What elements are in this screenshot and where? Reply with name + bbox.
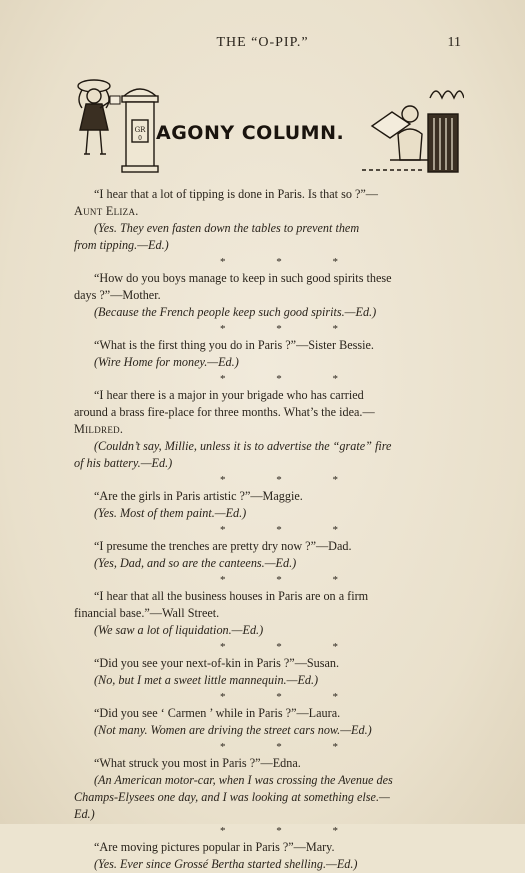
letters-column — [74, 186, 464, 873]
separator: * * * — [220, 524, 338, 536]
magazine-title: THE “O-PIP.” — [216, 35, 309, 50]
answer-line: (Not many. Women are driving the street cars now.—Ed.) — [94, 723, 372, 737]
question-line: “Are the girls in Paris artistic ?”—Maggie. — [94, 489, 303, 503]
girl-figure-icon — [78, 80, 112, 154]
letter-entry — [74, 588, 464, 639]
running-header — [0, 33, 525, 55]
letter-entry — [94, 337, 464, 371]
question-line: “I presume the trenches are pretty dry now ?”—Dad. — [94, 539, 352, 553]
letter-entry — [94, 655, 464, 689]
question-line: “Did you see ‘ Carmen ’ while in Paris ?”—Laura. — [94, 706, 341, 720]
separator: * * * — [220, 825, 338, 837]
separator: * * * — [220, 373, 338, 385]
question-line: “Are moving pictures popular in Paris ?”—Mary. — [94, 840, 335, 854]
letter-entry — [94, 538, 464, 572]
question-line: “I hear there is a major in your brigade who has carried — [94, 388, 364, 402]
letter-entry — [74, 186, 464, 254]
svg-text:0: 0 — [138, 135, 142, 142]
answer-line: (Because the French people keep such good spirits.—Ed.) — [94, 305, 377, 319]
separator: * * * — [220, 691, 338, 703]
question-line: “How do you boys manage to keep in such good spirits these — [94, 271, 392, 285]
page-number: 11 — [447, 35, 461, 50]
soldier-reading-icon — [362, 106, 434, 170]
answer-line: (Yes. Ever since Grossé Bertha started shelling.—Ed.) — [94, 857, 358, 871]
answer-line: (Couldn’t say, Millie, unless it is to advertise the “grate” fire — [94, 439, 392, 453]
question-line: around a brass fire-place for three months. What’s the idea.— — [74, 405, 375, 419]
banner-title: AGONY COLUMN. — [156, 122, 345, 144]
agony-column-banner — [72, 74, 464, 178]
signature: Mildred. — [74, 422, 124, 436]
answer-line: (Yes. Most of them paint.—Ed.) — [94, 506, 247, 520]
separator: * * * — [220, 474, 338, 486]
letter-entry — [74, 270, 464, 321]
question-line: “I hear that a lot of tipping is done in Paris. Is that so ?”— — [94, 187, 378, 201]
answer-line: from tipping.—Ed.) — [74, 238, 169, 252]
separator: * * * — [220, 641, 338, 653]
letter-entry — [74, 755, 464, 823]
answer-line: of his battery.—Ed.) — [74, 456, 173, 470]
letter-entry — [94, 705, 464, 739]
signature: Aunt Eliza. — [74, 204, 139, 218]
question-line: days ?”—Mother. — [74, 288, 161, 302]
stove-icon — [428, 91, 464, 172]
separator: * * * — [220, 741, 338, 753]
question-line: “Did you see your next-of-kin in Paris ?”—Susan. — [94, 656, 340, 670]
question-line: “What struck you most in Paris ?”—Edna. — [94, 756, 301, 770]
question-line: financial base.”—Wall Street. — [74, 606, 220, 620]
answer-line: (Wire Home for money.—Ed.) — [94, 355, 239, 369]
postbox-label: GR — [134, 126, 146, 134]
answer-line: (Yes. They even fasten down the tables to prevent them — [94, 221, 360, 235]
separator: * * * — [220, 323, 338, 335]
answer-line: Ed.) — [74, 807, 95, 821]
letter-entry — [94, 488, 464, 522]
answer-line: (An American motor-car, when I was crossing the Avenue des — [94, 773, 393, 787]
separator: * * * — [220, 574, 338, 586]
question-line: “I hear that all the business houses in Paris are on a firm — [94, 589, 369, 603]
answer-line: (Yes, Dad, and so are the canteens.—Ed.) — [94, 556, 297, 570]
answer-line: Champs-Elysees one day, and I was looking at something else.— — [74, 790, 390, 804]
question-line: “What is the first thing you do in Paris ?”—Sister Bessie. — [94, 338, 374, 352]
separator: * * * — [220, 256, 338, 268]
letter-entry — [74, 387, 464, 472]
answer-line: (We saw a lot of liquidation.—Ed.) — [94, 623, 264, 637]
answer-line: (No, but I met a sweet little mannequin.—Ed.) — [94, 673, 319, 687]
letter-entry — [94, 839, 464, 873]
